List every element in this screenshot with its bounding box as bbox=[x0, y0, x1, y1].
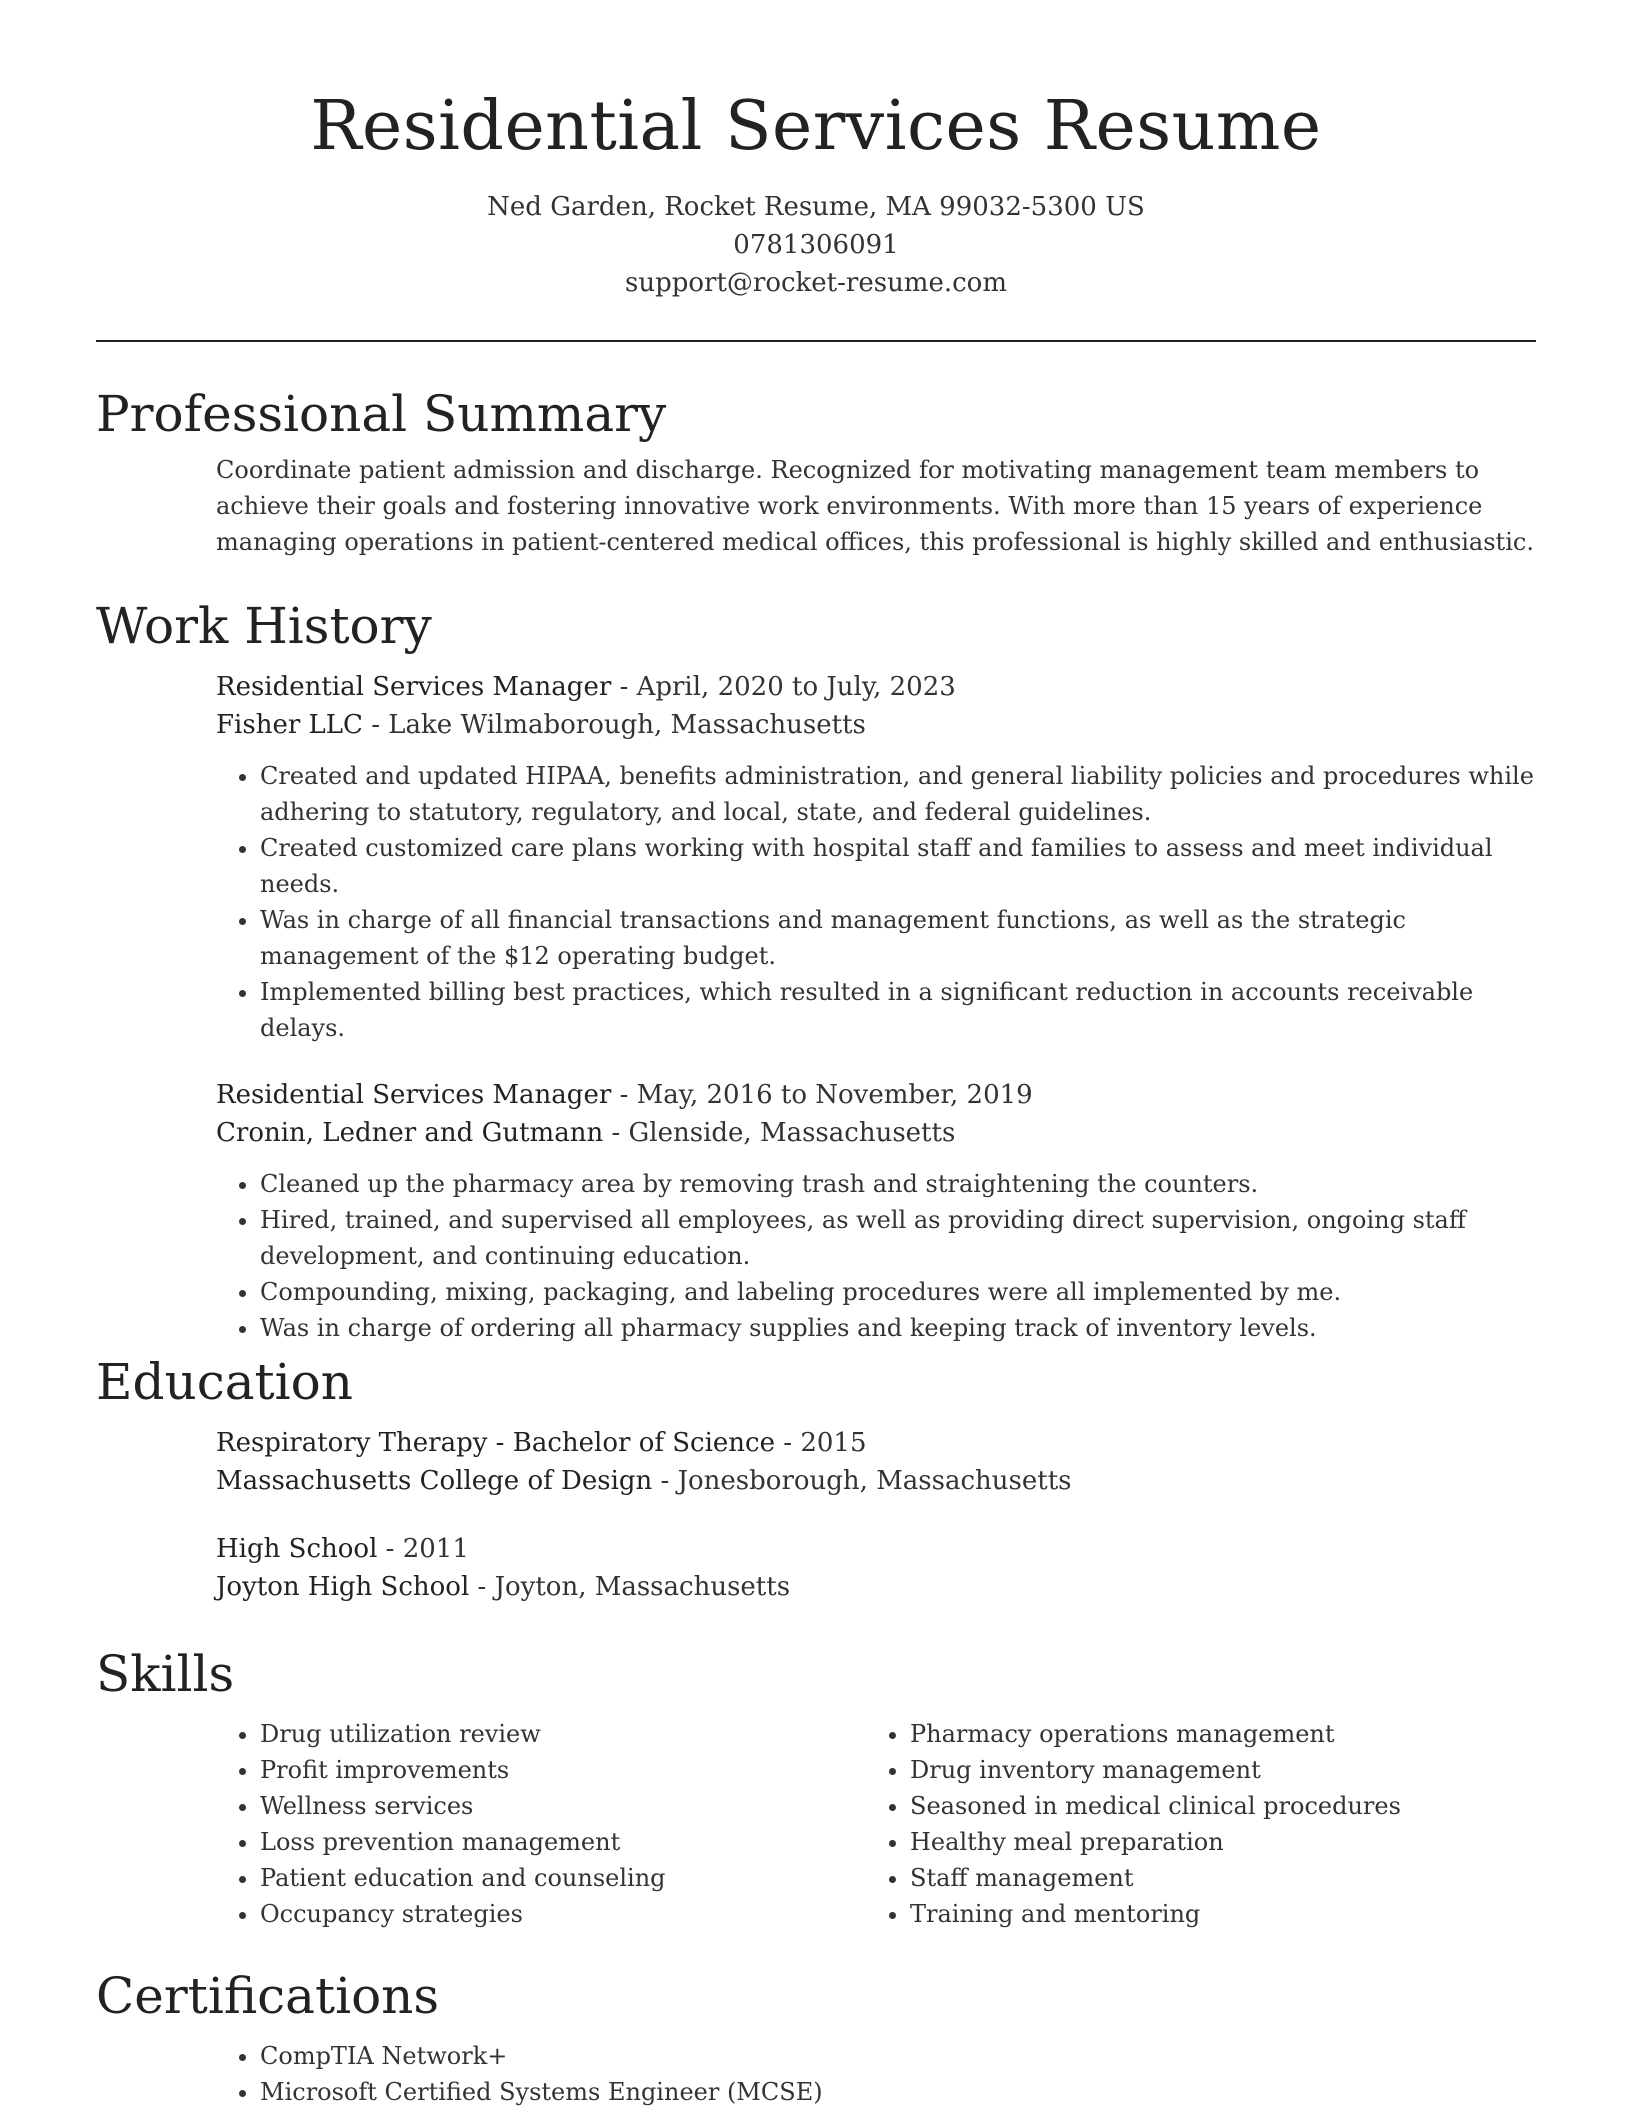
contact-phone: 0781306091 bbox=[733, 230, 899, 260]
job-duty: • Hired, trained, and supervised all employees, as well as providing direct supervision, ongoing staff development, and continuing education. bbox=[260, 1202, 1536, 1274]
skill-item: • Loss prevention management bbox=[260, 1824, 866, 1860]
skill-item: • Staff management bbox=[910, 1860, 1516, 1896]
work-history-heading: Work History bbox=[96, 597, 432, 655]
skill-item: • Occupancy strategies bbox=[260, 1896, 866, 1932]
skills-list-left bbox=[216, 1716, 866, 1932]
job-company-line bbox=[216, 706, 1536, 744]
job-company: Cronin, Ledner and Gutmann bbox=[216, 1118, 604, 1148]
education-degree: Respiratory Therapy - Bachelor of Science bbox=[216, 1428, 775, 1458]
education-school-line bbox=[216, 1462, 1536, 1500]
job-duty: • Created and updated HIPAA, benefits administration, and general liability policies and procedures while adhering to statutory, regulatory, and local, state, and federal guidelines. bbox=[260, 758, 1536, 830]
job-title: Residential Services Manager bbox=[216, 672, 612, 702]
job-company-line bbox=[216, 1114, 1536, 1152]
skills-columns bbox=[216, 1716, 1536, 1932]
contact-email: support@rocket-resume.com bbox=[624, 268, 1007, 298]
work-history-section bbox=[96, 594, 1536, 1370]
job-duty: • Implemented billing best practices, which resulted in a significant reduction in accounts receivable delays. bbox=[260, 974, 1536, 1046]
skills-list-right bbox=[866, 1716, 1516, 1932]
skills-section bbox=[96, 1642, 1536, 1932]
job-duty: • Compounding, mixing, packaging, and labeling procedures were all implemented by me. bbox=[260, 1274, 1536, 1310]
education-school-line bbox=[216, 1568, 1536, 1606]
job-title: Residential Services Manager bbox=[216, 1080, 612, 1110]
education-location: - Joyton, Massachusetts bbox=[469, 1572, 791, 1602]
education-degree-line bbox=[216, 1530, 1536, 1568]
job-duty: • Was in charge of all financial transactions and management functions, as well as the strategic management of the $12 operating budget. bbox=[260, 902, 1536, 974]
job-location: - Lake Wilmaborough, Massachusetts bbox=[362, 710, 866, 740]
contact-address: Ned Garden, Rocket Resume, MA 99032-5300 US bbox=[487, 192, 1145, 222]
header-divider bbox=[96, 340, 1536, 342]
certifications-list bbox=[216, 2038, 1536, 2110]
education-entry bbox=[216, 1424, 1536, 1500]
job-title-line bbox=[216, 668, 1536, 706]
skill-item: • Pharmacy operations management bbox=[910, 1716, 1516, 1752]
resume-header bbox=[0, 0, 1632, 302]
education-location: - Jonesborough, Massachusetts bbox=[652, 1466, 1072, 1496]
certifications-heading: Certifications bbox=[96, 1967, 440, 2025]
job-company: Fisher LLC bbox=[216, 710, 363, 740]
job-duty: • Was in charge of ordering all pharmacy supplies and keeping track of inventory levels. bbox=[260, 1310, 1536, 1346]
job-entry bbox=[216, 668, 1536, 1046]
job-duties bbox=[216, 758, 1536, 1046]
job-duties bbox=[216, 1166, 1536, 1346]
education-degree-line bbox=[216, 1424, 1536, 1462]
job-duty: • Cleaned up the pharmacy area by removing trash and straightening the counters. bbox=[260, 1166, 1536, 1202]
job-location: - Glenside, Massachusetts bbox=[603, 1118, 956, 1148]
education-year: - 2015 bbox=[775, 1428, 867, 1458]
skill-item: • Seasoned in medical clinical procedures bbox=[910, 1788, 1516, 1824]
skill-item: • Patient education and counseling bbox=[260, 1860, 866, 1896]
education-degree: High School bbox=[216, 1534, 378, 1564]
resume-title: Residential Services Resume bbox=[310, 87, 1322, 166]
skill-item: • Wellness services bbox=[260, 1788, 866, 1824]
skill-item: • Healthy meal preparation bbox=[910, 1824, 1516, 1860]
skill-item: • Profit improvements bbox=[260, 1752, 866, 1788]
certifications-section bbox=[96, 1964, 1536, 2110]
skill-item: • Drug inventory management bbox=[910, 1752, 1516, 1788]
skills-heading: Skills bbox=[96, 1645, 235, 1703]
contact-info bbox=[0, 188, 1632, 302]
education-school: Massachusetts College of Design bbox=[216, 1466, 653, 1496]
education-school: Joyton High School bbox=[216, 1572, 470, 1602]
job-dates: - May, 2016 to November, 2019 bbox=[611, 1080, 1033, 1110]
job-title-line bbox=[216, 1076, 1536, 1114]
certification-item: • CompTIA Network+ bbox=[260, 2038, 1536, 2074]
job-duty: • Created customized care plans working with hospital staff and families to assess and meet individual needs. bbox=[260, 830, 1536, 902]
skill-item: • Drug utilization review bbox=[260, 1716, 866, 1752]
summary-section bbox=[96, 382, 1536, 560]
education-section bbox=[96, 1350, 1536, 1636]
job-entry bbox=[216, 1076, 1536, 1346]
job-dates: - April, 2020 to July, 2023 bbox=[611, 672, 956, 702]
skill-item: • Training and mentoring bbox=[910, 1896, 1516, 1932]
summary-heading: Professional Summary bbox=[96, 385, 667, 443]
education-entry bbox=[216, 1530, 1536, 1606]
education-heading: Education bbox=[96, 1353, 353, 1411]
certification-item: • Microsoft Certified Systems Engineer (MCSE) bbox=[260, 2074, 1536, 2110]
education-year: - 2011 bbox=[377, 1534, 469, 1564]
summary-text: Coordinate patient admission and discharge. Recognized for motivating management team members to achieve their goals and fostering innovative work environments. With more than 15 years of experience managing operations in patient-centered medical offices, this professional is highly skilled and enthusiastic. bbox=[216, 456, 1534, 556]
